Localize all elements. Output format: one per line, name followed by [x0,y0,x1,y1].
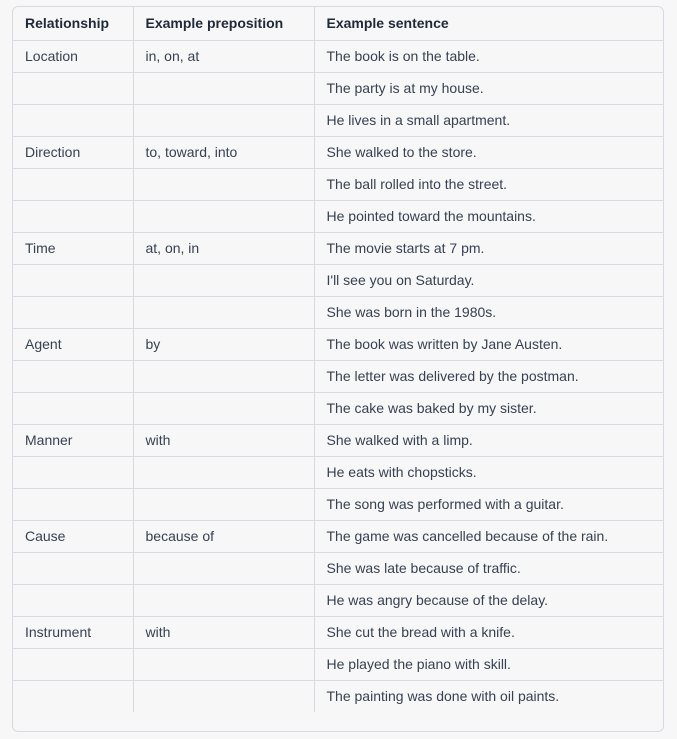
cell-relationship: Agent [13,328,133,360]
table-row [13,680,663,712]
cell-preposition [133,264,314,296]
cell-relationship: Time [13,232,133,264]
cell-relationship [13,72,133,104]
cell-preposition [133,168,314,200]
cell-sentence: The movie starts at 7 pm. [314,232,663,264]
cell-relationship [13,200,133,232]
cell-sentence: The letter was delivered by the postman. [314,360,663,392]
table-row [13,104,663,136]
cell-relationship [13,584,133,616]
cell-relationship [13,680,133,712]
table-row [13,552,663,584]
cell-sentence: The book is on the table. [314,40,663,72]
cell-sentence: He pointed toward the mountains. [314,200,663,232]
cell-relationship [13,360,133,392]
cell-preposition: by [133,328,314,360]
cell-relationship [13,168,133,200]
cell-sentence: The ball rolled into the street. [314,168,663,200]
cell-sentence: The painting was done with oil paints. [326,688,560,705]
cell-sentence: She was late because of traffic. [314,552,663,584]
cell-relationship: Instrument [13,616,133,648]
cell-sentence: The party is at my house. [314,72,663,104]
table-row [13,616,663,648]
cell-sentence: She walked with a limp. [314,424,663,456]
header-relationship: Relationship [13,7,133,40]
cell-sentence: He was angry because of the delay. [314,584,663,616]
table-row [13,136,663,168]
cell-preposition: with [133,616,314,648]
table-row [13,488,663,520]
cell-preposition [133,456,314,488]
cell-sentence: He played the piano with skill. [314,648,663,680]
table-row [13,328,663,360]
cell-relationship [13,104,133,136]
cell-preposition: with [133,424,314,456]
cell-relationship: Cause [13,520,133,552]
cell-preposition [133,360,314,392]
header-example-preposition: Example preposition [133,7,314,40]
table-row [13,200,663,232]
cell-sentence: He lives in a small apartment. [314,104,663,136]
cell-preposition [133,296,314,328]
table-row [13,360,663,392]
table-body [13,40,663,712]
cell-relationship [13,296,133,328]
cell-preposition [133,200,314,232]
cell-sentence: She was born in the 1980s. [314,296,663,328]
header-example-sentence: Example sentence [314,7,663,40]
cell-relationship [13,552,133,584]
cell-relationship: Location [13,40,133,72]
cell-relationship: Manner [13,424,133,456]
cell-sentence: The song was performed with a guitar. [314,488,663,520]
cell-preposition [133,648,314,680]
cell-sentence: I'll see you on Saturday. [314,264,663,296]
cell-sentence: The book was written by Jane Austen. [314,328,663,360]
table-row [13,584,663,616]
table-row [13,520,663,552]
prepositions-table-container [12,6,664,732]
table-row [13,168,663,200]
cell-relationship [13,456,133,488]
cell-sentence: She walked to the store. [314,136,663,168]
cell-sentence: He eats with chopsticks. [314,456,663,488]
cell-preposition: to, toward, into [133,136,314,168]
table-row [13,456,663,488]
cell-preposition [133,488,314,520]
cell-preposition: in, on, at [133,40,314,72]
cell-relationship [13,488,133,520]
table-row [13,72,663,104]
cell-sentence: The game was cancelled because of the rain. [314,520,663,552]
table-row [13,648,663,680]
cell-preposition [133,552,314,584]
cell-relationship [13,392,133,424]
cell-preposition [133,392,314,424]
cell-preposition: at, on, in [133,232,314,264]
table-row [13,232,663,264]
table-row [13,424,663,456]
cell-sentence: She cut the bread with a knife. [314,616,663,648]
table-row [13,392,663,424]
table-row [13,264,663,296]
prepositions-table [13,7,663,712]
cell-relationship: Direction [13,136,133,168]
cell-sentence: The cake was baked by my sister. [314,392,663,424]
cell-preposition [133,104,314,136]
table-row [13,296,663,328]
cell-relationship [13,264,133,296]
cell-preposition [133,72,314,104]
table-header-row [13,7,663,40]
cell-preposition [133,680,314,712]
cell-preposition: because of [133,520,314,552]
cell-preposition [133,584,314,616]
table-row [13,40,663,72]
cell-relationship [13,648,133,680]
